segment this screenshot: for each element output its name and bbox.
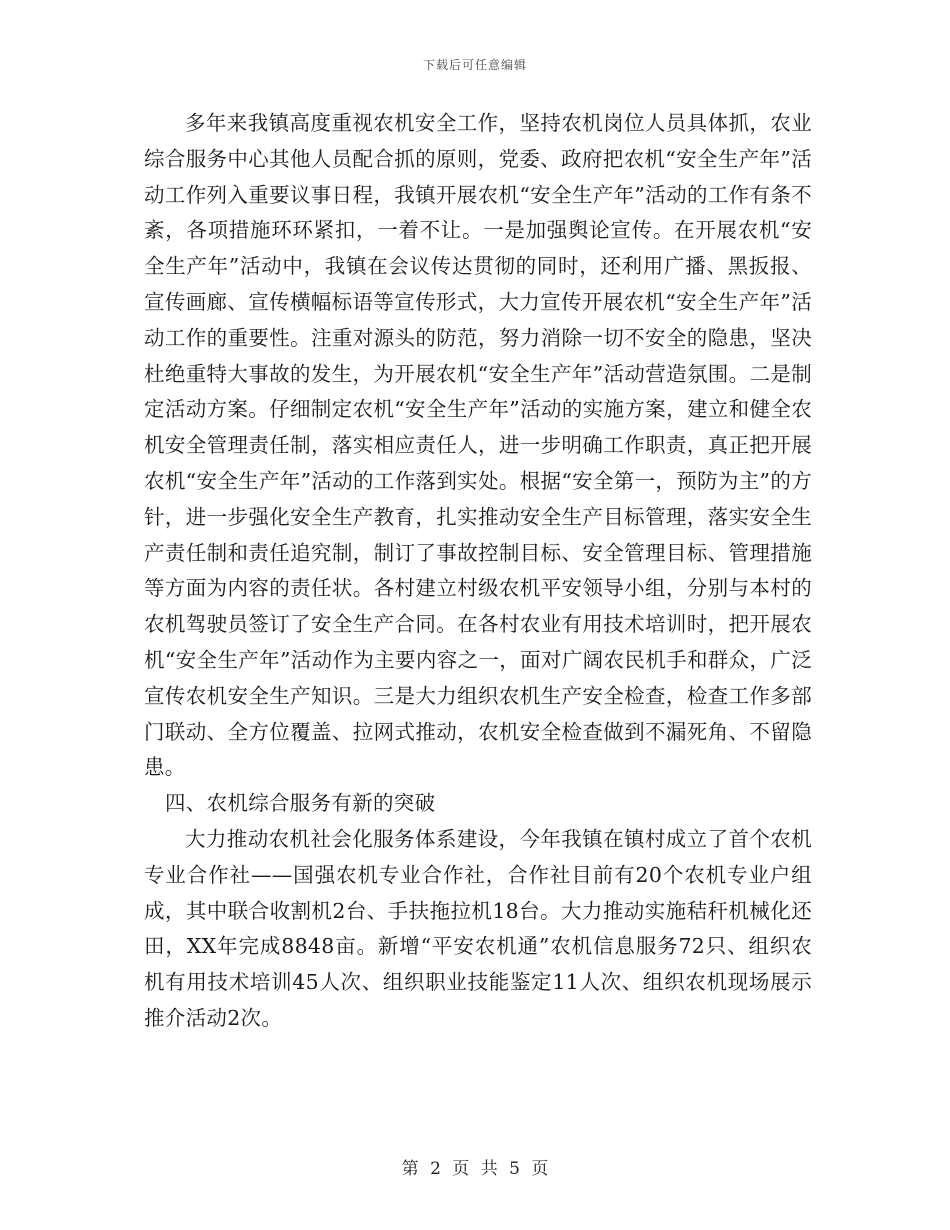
section-heading: 四、农机综合服务有新的突破: [165, 791, 436, 816]
page-header-note: 下载后可任意编辑: [422, 58, 527, 72]
body-paragraph-safety: 多年来我镇高度重视农机安全工作，坚持农机岗位人员具体抓，农业综合服务中心其他人员配合抓的原则，党委、政府把农机“安全生产年”活动工作列入重要议事日程，我镇开展农机“安全生产年”活动的工作有条不紊，各项措施环环紧扣，一着不让。一是加强舆论宣传。在开展农机“安全生产年”活动中，我镇在会议传达贯彻的同时，还利用广播、黑扳报、宣传画廊、宣传横幅标语等宣传形式，大力宣传开展农机“安全生产年”活动工作的重要性。注重对源头的防范，努力消除一切不安全的隐患，坚决杜绝重特大事故的发生，为开展农机“安全生产年”活动营造氛围。二是制定活动方案。仔细制定农机“安全生产年”活动的实施方案，建立和健全农机安全管理责任制，落实相应责任人，进一步明确工作职责，真正把开展农机“安全生产年”活动的工作落到实处。根据“安全第一，预防为主”的方针，进一步强化安全生产教育，扎实推动安全生产目标管理，落实安全生产责任制和责任追究制，制订了事故控制目标、安全管理目标、管理措施等方面为内容的责任状。各村建立村级农机平安领导小组，分别与本村的农机驾驶员签订了安全生产合同。在各村农业有用技术培训时，把开展农机“安全生产年”活动作为主要内容之一，面对广阔农民机手和群众，广泛宣传农机安全生产知识。三是大力组织农机生产安全检查，检查工作多部门联动、全方位覆盖、拉网式推动，农机安全检查做到不漏死角、不留隐患。: [144, 111, 812, 780]
body-paragraph-service: 大力推动农机社会化服务体系建设，今年我镇在镇村成立了首个农机专业合作社——国强农机专业合作社，合作社目前有20个农机专业户组成，其中联合收割机2台、手扶拖拉机18台。大力推动实施秸秆机械化还田，XX年完成8848亩。新增“平安农机通”农机信息服务72只、组织农机有用技术培训45人次、组织职业技能鉴定11人次、组织农机现场展示推介活动2次。: [144, 826, 812, 1030]
page-number-footer: 第 2 页 共 5 页: [401, 1159, 549, 1179]
document-body: [144, 106, 812, 1037]
